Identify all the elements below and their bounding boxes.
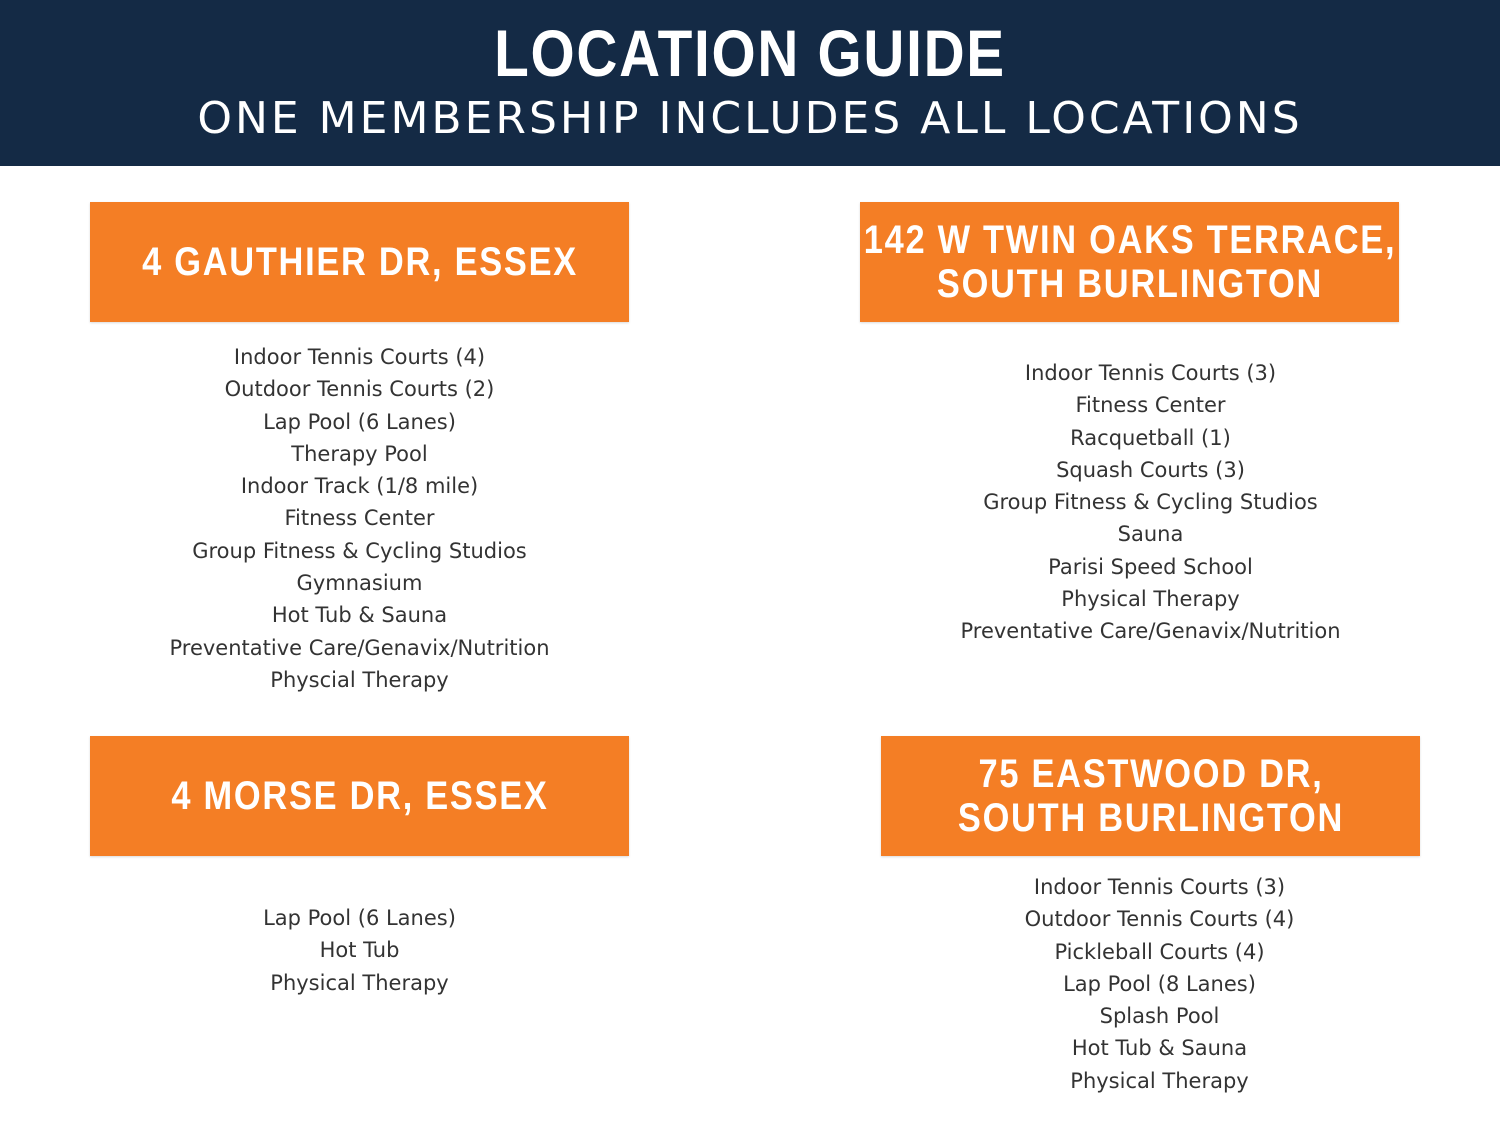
amenity-item: Group Fitness & Cycling Studios [983,490,1318,515]
amenity-item: Pickleball Courts (4) [1054,939,1265,964]
amenity-list-twin-oaks [881,357,1420,648]
amenity-item: Group Fitness & Cycling Studios [192,538,527,563]
amenity-item: Sauna [1117,522,1184,547]
location-address: 142 W TWIN OAKS TERRACE, SOUTH BURLINGTON [863,218,1396,306]
location-address: 4 GAUTHIER DR, ESSEX [141,240,578,284]
amenity-item: Physical Therapy [1070,1068,1249,1093]
amenity-item: Physical Therapy [1061,587,1240,612]
amenity-list-gauthier [90,341,629,696]
amenity-item: Hot Tub [319,938,400,963]
amenity-item: Lap Pool (6 Lanes) [263,409,456,434]
amenity-item: Indoor Track (1/8 mile) [240,474,479,499]
amenity-list-morse [90,902,629,999]
amenity-item: Preventative Care/Genavix/Nutrition [960,619,1341,644]
page-title: LOCATION GUIDE [494,16,1006,90]
page-subtitle: ONE MEMBERSHIP INCLUDES ALL LOCATIONS [197,93,1303,144]
amenity-item: Splash Pool [1099,1004,1220,1029]
amenity-item: Physcial Therapy [270,667,449,692]
location-banner-morse [90,736,629,856]
amenity-item: Outdoor Tennis Courts (4) [1024,907,1295,932]
amenity-item: Therapy Pool [291,441,428,466]
location-address: 75 EASTWOOD DR, SOUTH BURLINGTON [957,752,1344,840]
location-address: 4 MORSE DR, ESSEX [170,774,549,818]
amenity-item: Lap Pool (8 Lanes) [1063,971,1256,996]
amenity-item: Outdoor Tennis Courts (2) [224,377,495,402]
amenity-item: Squash Courts (3) [1056,457,1245,482]
amenity-item: Racquetball (1) [1070,425,1231,450]
amenity-item: Preventative Care/Genavix/Nutrition [169,635,550,660]
amenity-item: Indoor Tennis Courts (3) [1024,361,1277,385]
amenity-item: Hot Tub & Sauna [271,603,448,628]
amenity-item: Fitness Center [1075,393,1226,418]
amenity-list-eastwood [890,871,1429,1097]
amenity-item: Parisi Speed School [1048,554,1253,579]
amenity-item: Lap Pool (6 Lanes) [263,906,456,930]
location-banner-gauthier [90,202,629,322]
location-banner-eastwood [881,736,1420,856]
location-banner-twin-oaks [860,202,1399,322]
amenity-item: Hot Tub & Sauna [1071,1036,1248,1061]
amenity-item: Indoor Tennis Courts (4) [233,345,486,369]
page-header [0,0,1500,166]
amenity-item: Physical Therapy [270,970,449,995]
amenity-item: Gymnasium [296,571,423,596]
amenity-item: Indoor Tennis Courts (3) [1033,875,1286,899]
amenity-item: Fitness Center [284,506,435,531]
